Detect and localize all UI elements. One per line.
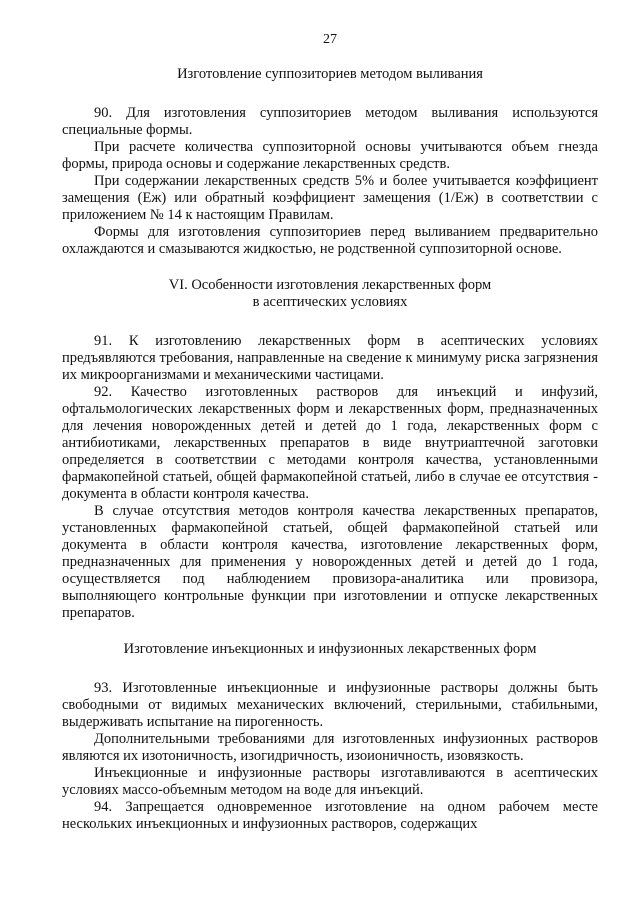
paragraph-93: 93. Изготовленные инъекционные и инфузионные растворы должны быть свободными от видимых механических включений, стерильными, стабильными, выдерживать испытание на пирогенность. <box>62 680 598 730</box>
section-heading-suppositories: Изготовление суппозиториев методом выливания <box>177 66 483 82</box>
page-number: 27 <box>323 32 337 47</box>
paragraph-94: 94. Запрещается одновременное изготовление на одном рабочем месте нескольких инъекционных и инфузионных растворов, содержащих <box>62 799 598 832</box>
chapter-heading-line2: в асептических условиях <box>252 294 408 310</box>
paragraph-additional: Дополнительными требованиями для изготовленных инфузионных растворов являются их изотоничность, изогидричность, изоионичность, изовязкость. <box>62 731 598 764</box>
paragraph-91: 91. К изготовлению лекарственных форм в асептических условиях предъявляются требования, направленные на сведение к минимуму риска загрязнения их микроорганизмами и механическими частицами. <box>62 333 598 383</box>
paragraph-90: 90. Для изготовления суппозиториев методом выливания используются специальные формы. <box>62 105 598 138</box>
paragraph-92: 92. Качество изготовленных растворов для инъекций и инфузий, офтальмологических лекарственных форм и лекарственных форм, предназначенных для лечения новорожденных детей и детей до 1 года, лекарственных форм с антибиотиками, лекарственных препаратов в виде внутриаптечной заготовки определяется в соответствии с методами контроля качества, установленными фармакопейной статьей, общей фармакопейной статьей, либо в случае ее отсутствия - документа в области контроля качества. <box>62 384 598 502</box>
paragraph-absence: В случае отсутствия методов контроля качества лекарственных препаратов, установленных фармакопейной статьей, общей фармакопейной статьей или документа в области контроля качества, изготовление лекарственных форм, предназначенных для применения у новорожденных детей и детей до 1 года, осуществляется под наблюдением провизора-аналитика или провизора, выполняющего контрольные функции при изготовлении и отпуске лекарственных препаратов. <box>62 503 598 621</box>
paragraph-aseptic: Инъекционные и инфузионные растворы изготавливаются в асептических условиях массо-объемным методом на воде для инъекций. <box>62 765 598 798</box>
section-heading-injections: Изготовление инъекционных и инфузионных лекарственных форм <box>123 641 537 657</box>
document-page <box>62 32 598 833</box>
paragraph-forms: Формы для изготовления суппозиториев перед выливанием предварительно охлаждаются и смазываются жидкостью, не родственной суппозиторной основе. <box>62 224 598 257</box>
paragraph-calc: При расчете количества суппозиторной основы учитываются объем гнезда формы, природа основы и содержание лекарственных средств. <box>62 139 598 172</box>
chapter-heading-line1: VI. Особенности изготовления лекарственных форм <box>168 277 492 293</box>
paragraph-coefficient: При содержании лекарственных средств 5% и более учитывается коэффициент замещения (Еж) или обратный коэффициент замещения (1/Еж) в соответствии с приложением № 14 к настоящим Правилам. <box>62 173 598 223</box>
